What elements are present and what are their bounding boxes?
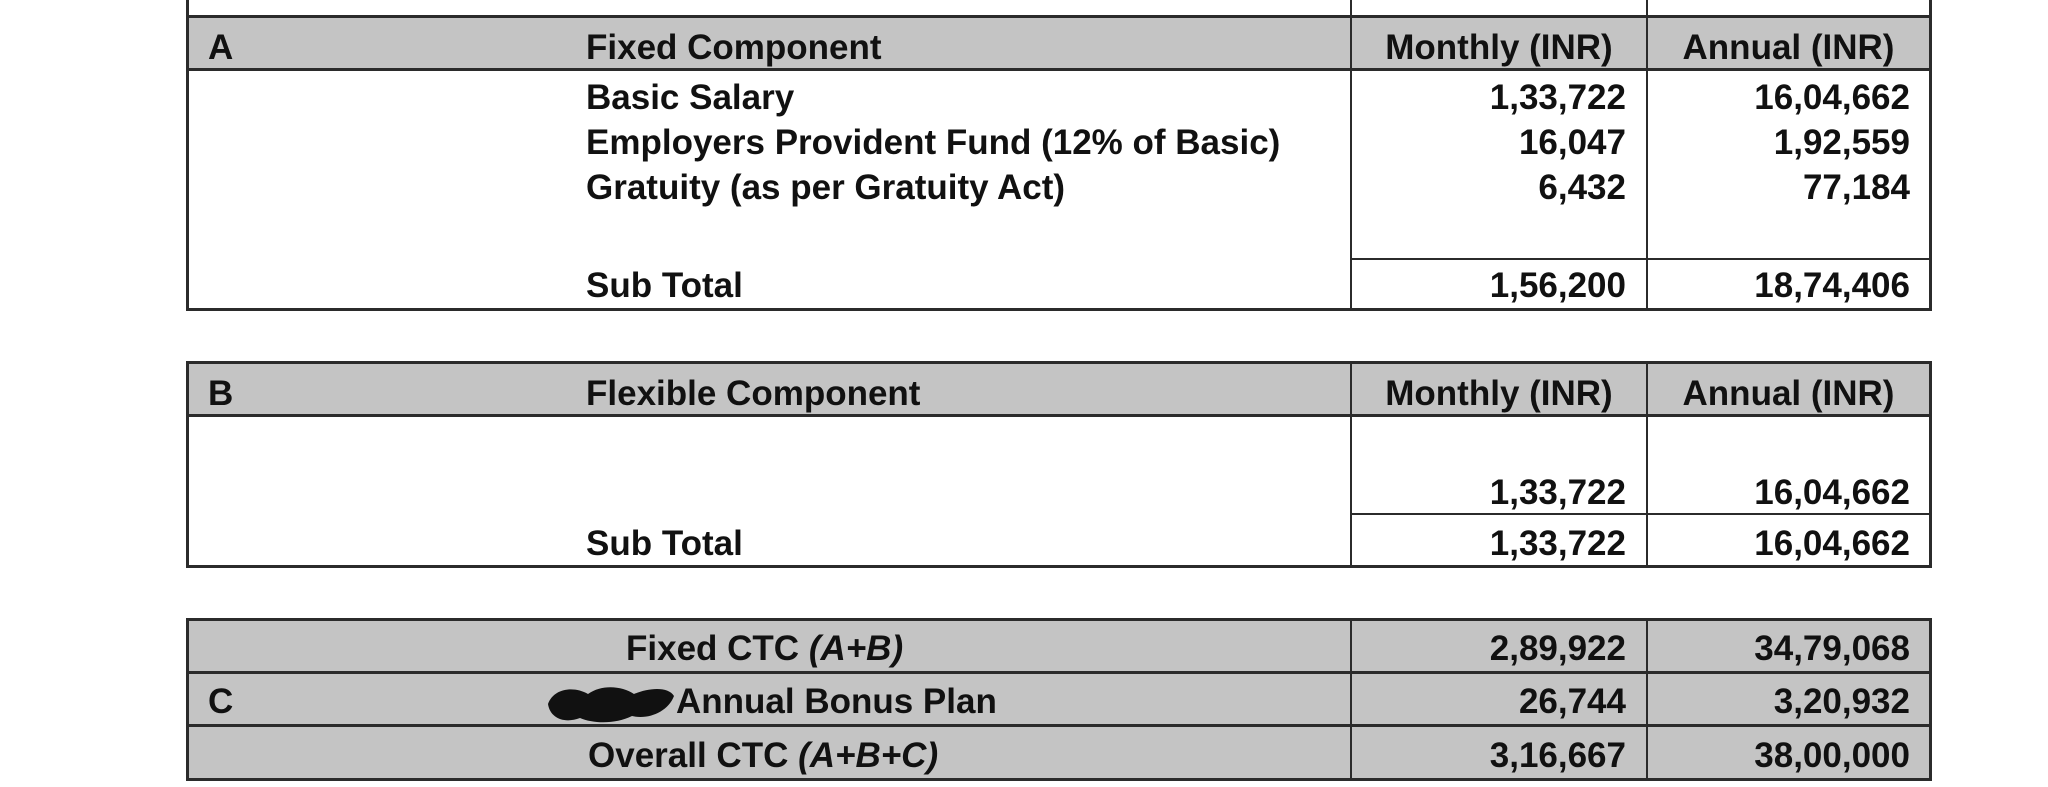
section-b-monthly-header: Monthly (INR) [1385,374,1613,413]
basic-salary-annual: 16,04,662 [1754,78,1910,117]
section-a-annual-header: Annual (INR) [1682,28,1895,67]
section-a-subtotal-annual: 18,74,406 [1754,266,1910,305]
section-b-top-border [186,361,1932,364]
section-b-right-border [1929,361,1932,568]
section-a-subtotal-label: Sub Total [586,266,743,305]
overall-ctc-text: Overall CTC [588,736,789,775]
section-a-subtotal-monthly: 1,56,200 [1489,266,1626,305]
section-b-title: Flexible Component [586,374,921,413]
overall-ctc-monthly: 3,16,667 [1489,736,1626,775]
section-a-header-bottom [186,68,1932,71]
overall-ctc-annual: 38,00,000 [1754,736,1910,775]
section-a-title: Fixed Component [586,28,882,67]
section-b-annual-header: Annual (INR) [1682,374,1895,413]
section-b-left-border [186,361,189,568]
fixed-ctc-label [626,629,903,669]
section-a-monthly-header: Monthly (INR) [1385,28,1613,67]
summary-left-border [186,618,189,781]
section-b-letter: B [208,374,234,413]
provident-fund-label: Employers Provident Fund (12% of Basic) [586,123,1281,162]
flexible-monthly: 1,33,722 [1489,473,1626,512]
redaction-scribble [544,682,676,726]
summary-col-divider-1 [1350,618,1352,781]
section-b-header-bottom [186,414,1932,417]
gratuity-monthly: 6,432 [1538,168,1626,207]
fixed-ctc-formula: (A+B) [808,629,904,668]
section-b-subtotal-monthly: 1,33,722 [1489,524,1626,563]
basic-salary-label: Basic Salary [586,78,795,117]
section-a-left-border [186,0,189,311]
provident-fund-annual: 1,92,559 [1773,123,1910,162]
bonus-label: Annual Bonus Plan [676,682,997,721]
summary-right-border [1929,618,1932,781]
section-a-top-border [186,15,1932,18]
flexible-annual: 16,04,662 [1754,473,1910,512]
provident-fund-monthly: 16,047 [1518,123,1626,162]
summary-col-divider-2 [1646,618,1648,781]
section-b-subtotal-annual: 16,04,662 [1754,524,1910,563]
summary-top-border [186,618,1932,621]
bonus-letter: C [208,682,234,721]
fixed-ctc-monthly: 2,89,922 [1489,629,1626,668]
overall-ctc-formula: (A+B+C) [798,736,939,775]
section-a-right-border [1929,0,1932,311]
bonus-annual: 3,20,932 [1773,682,1910,721]
section-b-subtotal-rule [1350,513,1932,515]
section-b-subtotal-label: Sub Total [586,524,743,563]
summary-row-divider-2 [186,724,1932,727]
gratuity-annual: 77,184 [1802,168,1910,207]
section-a-subtotal-rule [1350,258,1932,260]
fixed-ctc-annual: 34,79,068 [1754,629,1910,668]
summary-bottom-border [186,778,1932,781]
section-a-letter: A [208,28,234,67]
fixed-ctc-text: Fixed CTC [626,629,800,668]
section-b-bottom-border [186,565,1932,568]
basic-salary-monthly: 1,33,722 [1489,78,1626,117]
summary-row-divider-1 [186,671,1932,674]
bonus-monthly: 26,744 [1518,682,1626,721]
overall-ctc-label [588,736,938,776]
section-a-bottom-border [186,308,1932,311]
gratuity-label: Gratuity (as per Gratuity Act) [586,168,1066,207]
